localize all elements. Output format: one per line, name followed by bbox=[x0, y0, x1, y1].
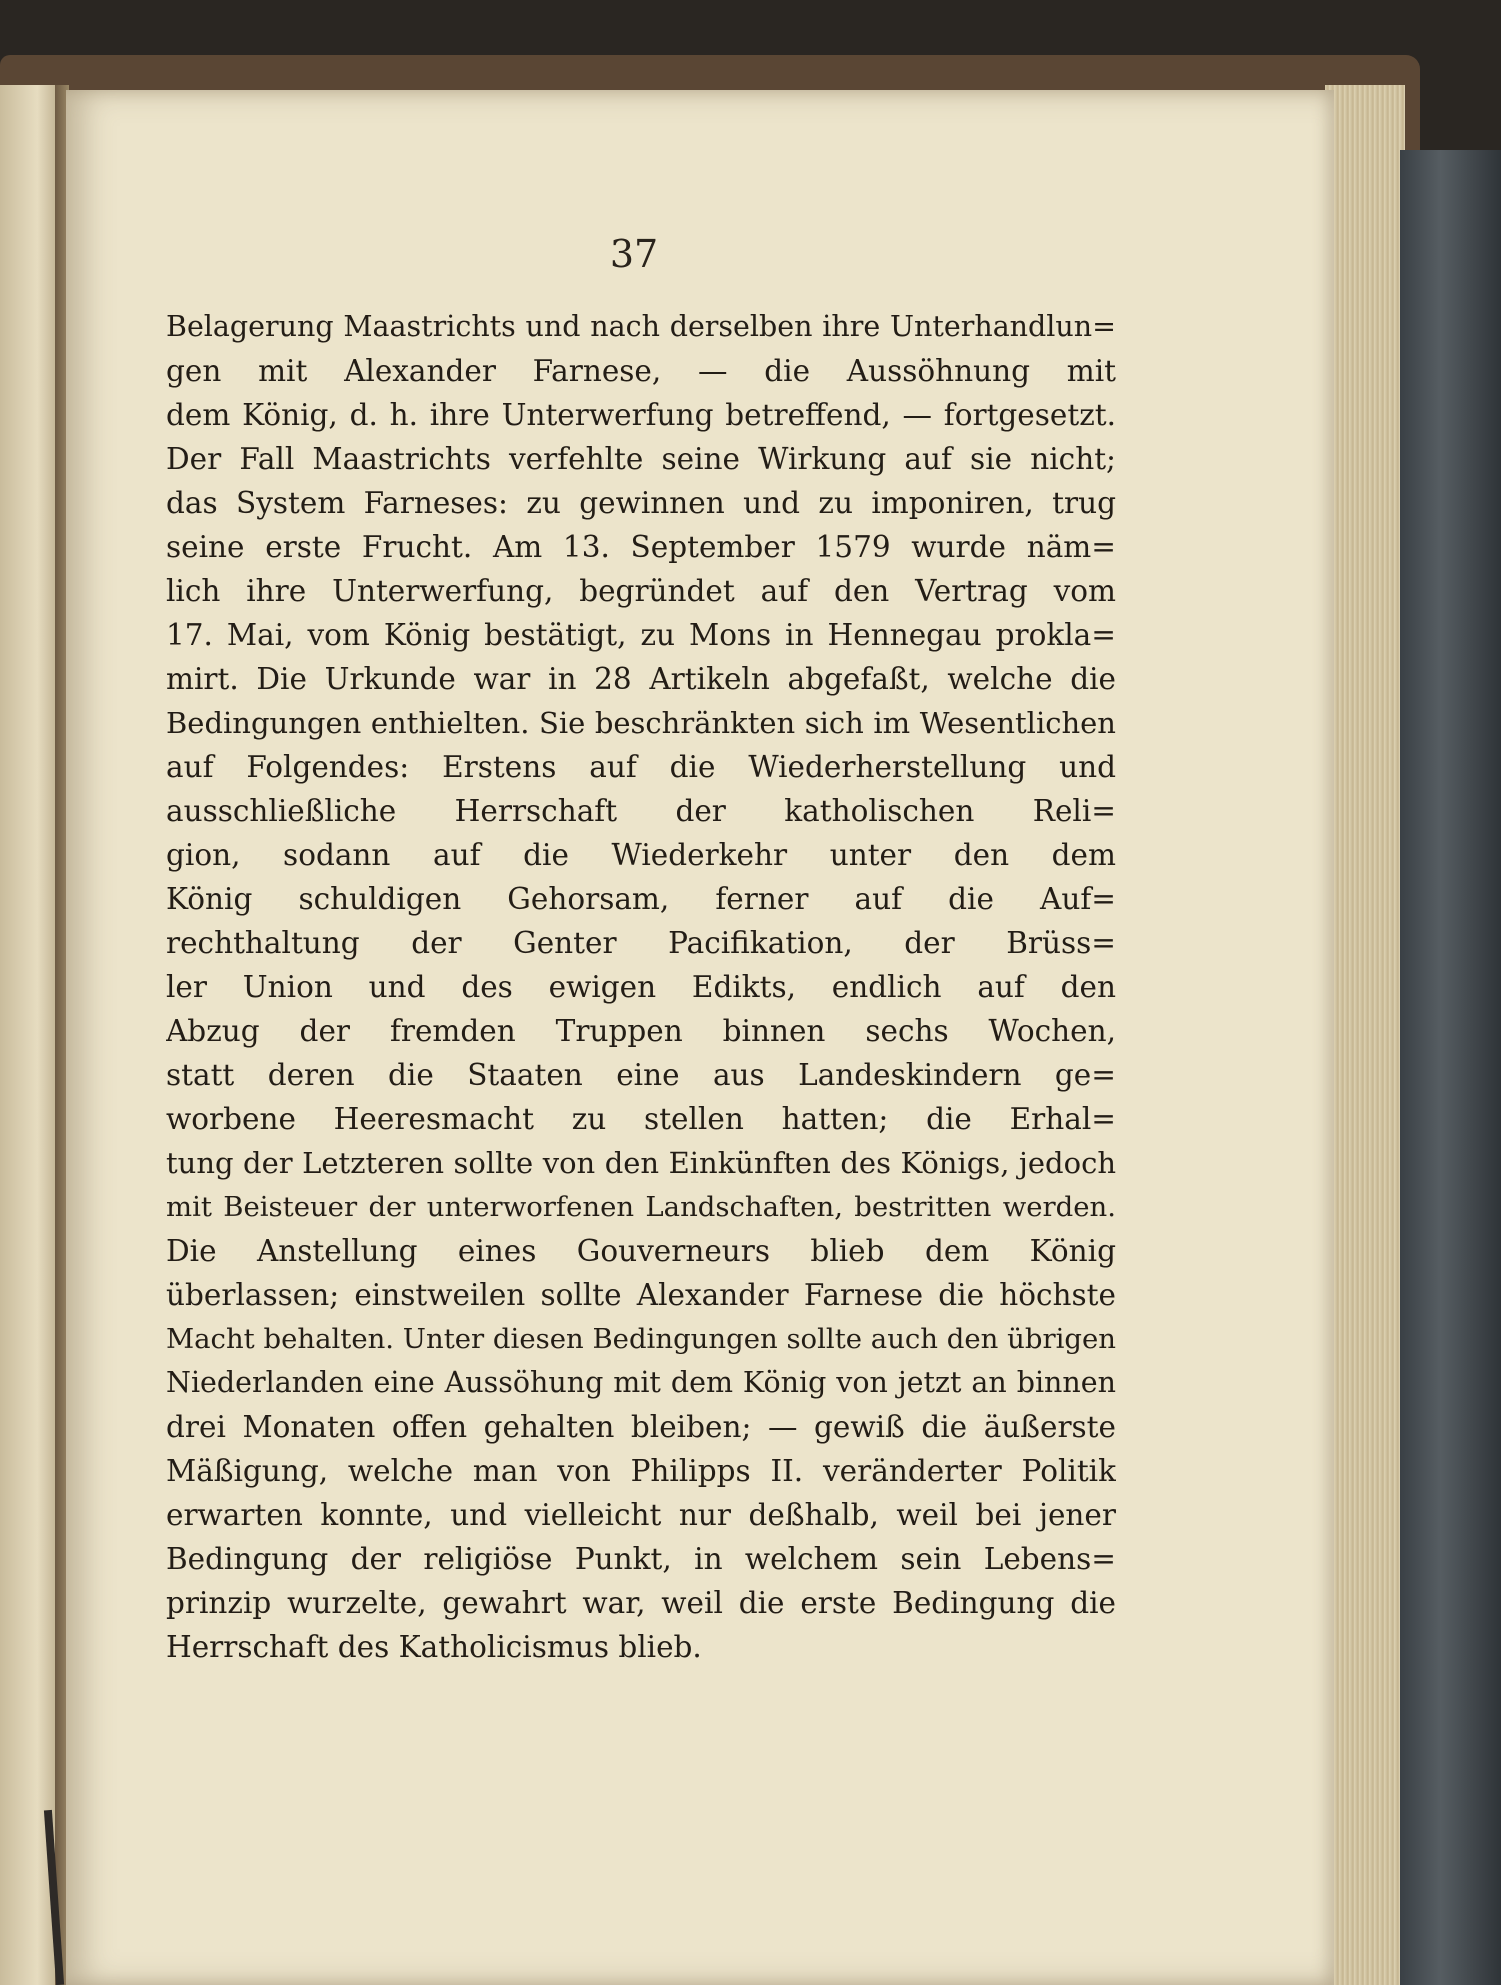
text-line: Abzug der fremden Truppen binnen sechs Wochen, bbox=[166, 1014, 1116, 1048]
text-line: überlassen; einstweilen sollte Alexander Farnese die höchste bbox=[166, 1278, 1116, 1312]
text-line: Herrschaft des Katholicismus blieb. bbox=[166, 1630, 702, 1664]
page-number: 37 bbox=[609, 232, 659, 276]
text-line: Bedingungen enthielten. Sie beschränkten sich im Wesentlichen bbox=[166, 706, 1116, 740]
text-line: Der Fall Maastrichts verfehlte seine Wirkung auf sie nicht; bbox=[166, 442, 1116, 476]
book-spine bbox=[1400, 150, 1501, 1985]
text-line: König schuldigen Gehorsam, ferner auf die Auf= bbox=[166, 882, 1116, 916]
text-line: gen mit Alexander Farnese, — die Aussöhnung mit bbox=[166, 354, 1116, 388]
text-line: mit Beisteuer der unterworfenen Landschaften, bestritten werden. bbox=[166, 1191, 1116, 1223]
text-line: erwarten konnte, und vielleicht nur deßhalb, weil bei jener bbox=[166, 1498, 1116, 1532]
text-line: ler Union und des ewigen Edikts, endlich auf den bbox=[166, 970, 1116, 1004]
text-line: gion, sodann auf die Wiederkehr unter den dem bbox=[166, 838, 1116, 872]
text-line: tung der Letzteren sollte von den Einkünften des Königs, jedoch bbox=[166, 1146, 1116, 1180]
text-line: statt deren die Staaten eine aus Landeskindern ge= bbox=[166, 1058, 1116, 1092]
text-line: prinzip wurzelte, gewahrt war, weil die erste Bedingung die bbox=[166, 1586, 1116, 1620]
body-text bbox=[166, 305, 1116, 1669]
text-line: ausschließliche Herrschaft der katholischen Reli= bbox=[166, 794, 1116, 828]
text-line: das System Farneses: zu gewinnen und zu imponiren, trug bbox=[166, 486, 1116, 520]
text-line: 17. Mai, vom König bestätigt, zu Mons in Hennegau prokla= bbox=[166, 618, 1116, 652]
left-page-edge bbox=[0, 85, 62, 1985]
text-line: dem König, d. h. ihre Unterwerfung betreffend, — fortgesetzt. bbox=[166, 398, 1116, 432]
text-line: Belagerung Maastrichts und nach derselben ihre Unterhandlun= bbox=[166, 310, 1116, 343]
text-line: Bedingung der religiöse Punkt, in welchem sein Lebens= bbox=[166, 1542, 1116, 1576]
text-line: worbene Heeresmacht zu stellen hatten; die Erhal= bbox=[166, 1102, 1116, 1136]
text-line: lich ihre Unterwerfung, begründet auf den Vertrag vom bbox=[166, 574, 1116, 608]
text-line: auf Folgendes: Erstens auf die Wiederherstellung und bbox=[166, 750, 1116, 784]
text-line: drei Monaten offen gehalten bleiben; — gewiß die äußerste bbox=[166, 1410, 1116, 1444]
text-line: Macht behalten. Unter diesen Bedingungen sollte auch den übrigen bbox=[166, 1323, 1116, 1355]
text-line: Die Anstellung eines Gouverneurs blieb dem König bbox=[166, 1234, 1116, 1268]
text-line: mirt. Die Urkunde war in 28 Artikeln abgefaßt, welche die bbox=[166, 662, 1116, 696]
text-line: rechthaltung der Genter Pacifikation, der Brüss= bbox=[166, 926, 1116, 960]
text-line: Niederlanden eine Aussöhung mit dem König von jetzt an binnen bbox=[166, 1366, 1116, 1399]
text-line: Mäßigung, welche man von Philipps II. veränderter Politik bbox=[166, 1454, 1116, 1488]
text-line: seine erste Frucht. Am 13. September 1579 wurde näm= bbox=[166, 530, 1116, 564]
page-stack-edge bbox=[1325, 85, 1405, 1985]
